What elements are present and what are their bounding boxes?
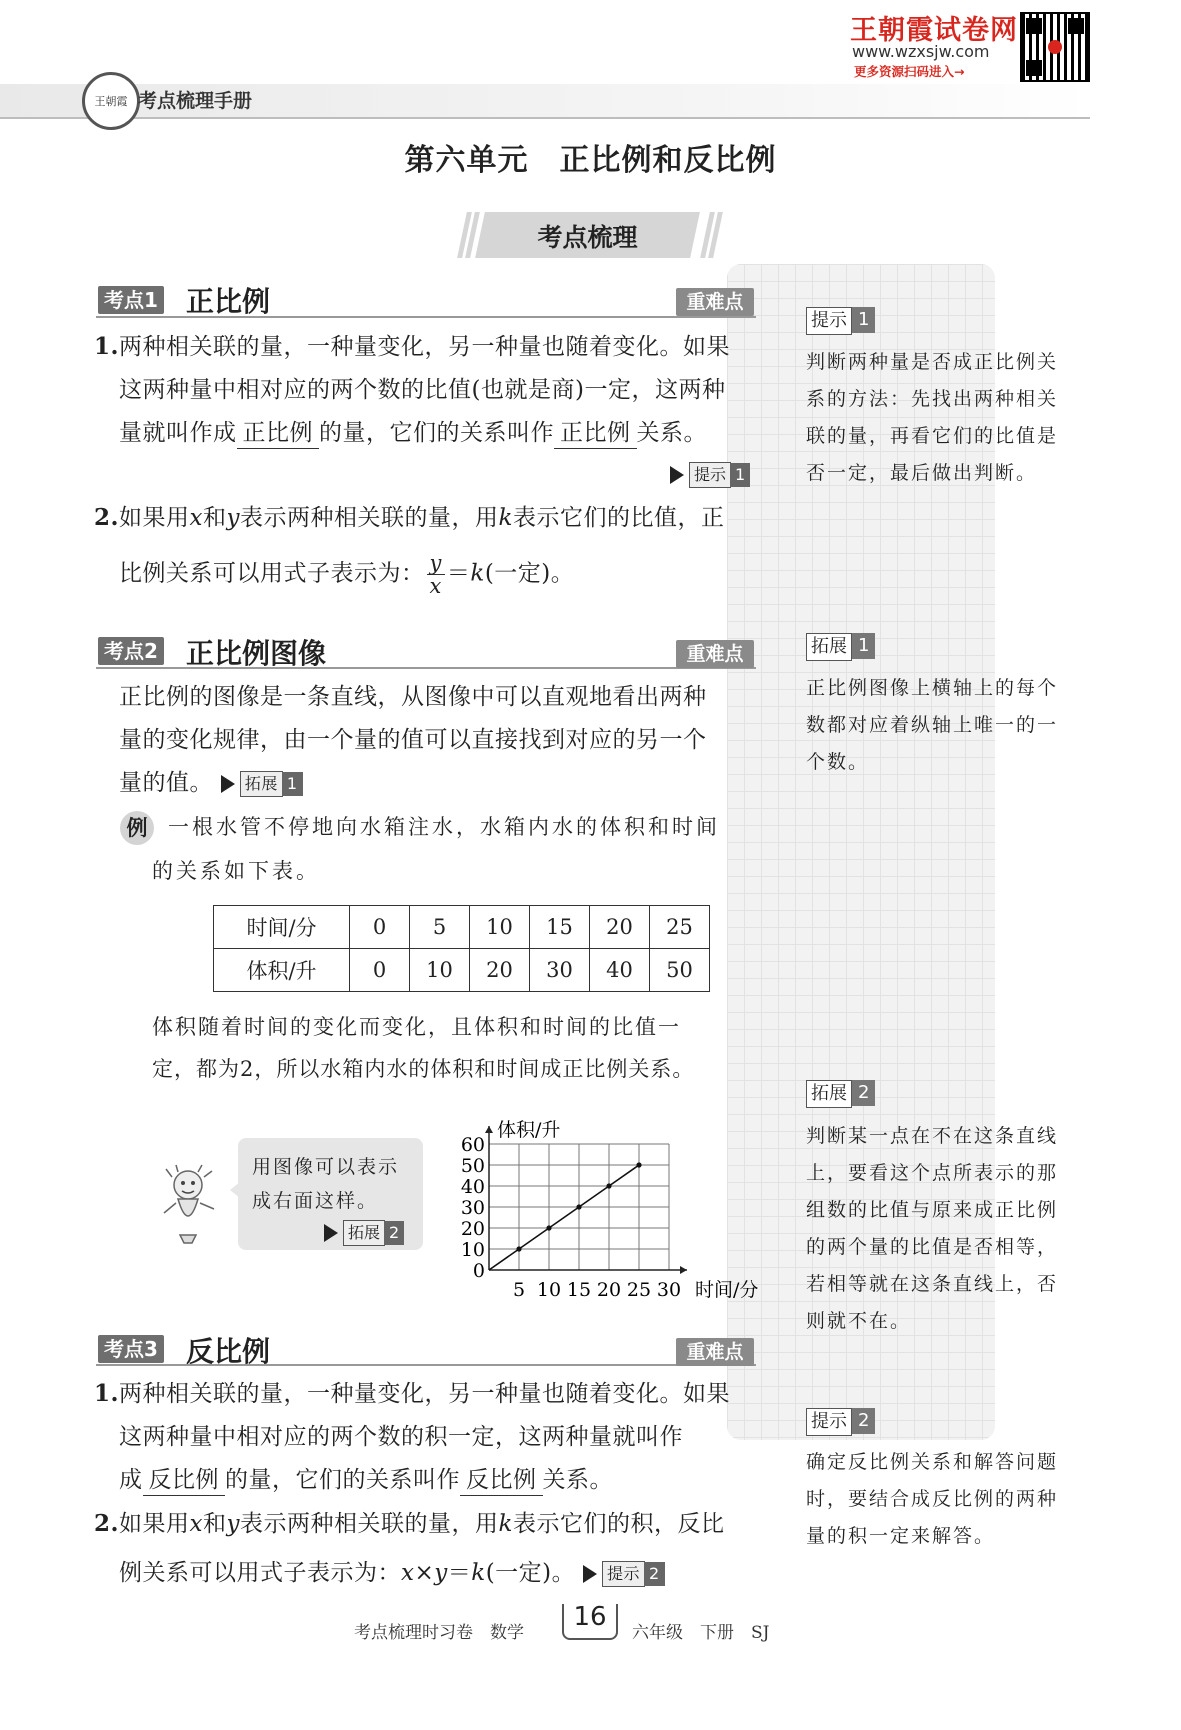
x-axis-arrow [680,1266,687,1274]
section-3-para-1 [94,1372,764,1595]
data-point [636,1162,641,1167]
tag-number: 2 [852,1080,875,1106]
sidebar-ext-1-text: 正比例图像上横轴上的每个数都对应着纵轴上唯一的一个数。 [806,677,1059,773]
var-y: y [434,1560,448,1586]
mascot-icon [158,1163,222,1245]
publisher-logo [82,72,140,130]
text-line: 关系。 [636,420,707,446]
table-cell: 40 [590,949,650,992]
table-cell: 0 [350,906,410,949]
footer-left: 考点梳理时习卷 数学 [354,1623,524,1643]
text-line: 成 [119,1467,143,1493]
tag-number: 1 [852,307,875,333]
bubble-text [252,1150,399,1218]
x-tick-label: 5 [512,1279,526,1301]
example-text-1: 一根水管不停地向水箱注水，水箱内水的体积和时间 [168,815,720,839]
table-cell: 5 [410,906,470,949]
data-point [576,1204,581,1209]
table-cell: 0 [350,949,410,992]
line-chart [455,1098,765,1308]
text-line: 这两种量中相对应的两个数的积一定，这两种量就叫作 [119,1424,683,1450]
answer-blank: 正比例 [237,418,320,449]
text-line: 的量，它们的关系叫作 [225,1467,460,1493]
section-1-para-2 [94,496,764,597]
y-axis-arrow [485,1126,493,1133]
more-resources-link[interactable]: 更多资源扫码进入→ [854,64,965,79]
y-tick-label: 10 [460,1239,485,1261]
section-1-title: 正比例 [186,285,271,318]
reference-number: 2 [644,1562,665,1586]
var-y: y [226,505,240,531]
hint-2-reference[interactable] [583,1561,665,1587]
tag-label: 拓展 [806,1080,852,1108]
table-cell: 30 [530,949,590,992]
y-tick-label: 50 [460,1155,485,1177]
data-point [606,1183,611,1188]
y-tick-label: 60 [460,1134,485,1156]
header-divider [0,117,1090,119]
conclusion-line-1: 体积随着时间的变化而变化，且体积和时间的比值一 [152,1015,681,1039]
section-1-tag: 考点1 [98,286,164,314]
y-tick-label: 40 [460,1176,485,1198]
var-k: k [470,560,485,587]
extension-1-reference[interactable] [221,771,303,797]
bubble-pointer [230,1182,240,1198]
hint-1-reference[interactable] [670,462,750,488]
x-tick-label: 20 [596,1279,622,1301]
series-line [489,1165,639,1270]
table-cell: 50 [650,949,710,992]
tag-number: 1 [852,633,875,659]
play-arrow-icon [583,1565,597,1583]
y-tick-label: 0 [472,1260,485,1282]
sidebar-ext-2-text: 判断某一点在不在这条直线上，要看这个点所表示的那组数的比值与原来成正比例的两个量的比值是否相等，若相等就在这条直线上，否则就不在。 [806,1125,1059,1332]
sidebar-hint-2-text: 确定反比例关系和解答问题时，要结合成反比例的两种量的积一定来解答。 [806,1451,1059,1547]
example-badge: 例 [120,811,154,845]
var-x: x [189,1511,203,1537]
times-sign: × [414,1560,435,1586]
text-line: 量就叫作成 [119,420,237,446]
tag-number: 2 [852,1408,875,1434]
sidebar-hint-1-tag [806,307,875,335]
section-heading: 考点梳理 [537,223,638,252]
text-line: 用图像可以表示 [252,1156,400,1178]
table-cell: 20 [470,949,530,992]
table-cell: 15 [530,906,590,949]
play-arrow-icon [221,775,235,793]
item-number: 1. [94,333,120,360]
answer-blank: 反比例 [143,1465,226,1496]
text-line: 表示两种相关联的量，用 [240,1511,499,1537]
page-number: 16 [573,1602,607,1632]
extension-2-reference[interactable] [324,1220,404,1246]
equals-sign: ＝ [447,1560,472,1586]
logo-text: 王朝霞 [94,95,128,108]
equals-sign: ＝ [446,560,471,587]
answer-blank: 反比例 [460,1465,543,1496]
table-cell: 25 [650,906,710,949]
item-number: 2. [94,1510,120,1537]
reference-label: 提示 [602,1561,645,1587]
text-line: 表示它们的比值，正 [512,505,725,531]
item-number: 1. [94,1380,120,1407]
item-number: 2. [94,504,120,531]
tag-label: 拓展 [806,633,852,661]
y-axis-label: 体积/升 [497,1119,561,1141]
section-2-title: 正比例图像 [186,637,327,670]
text-line: 关系。 [542,1467,613,1493]
example-text-2: 的关系如下表。 [152,859,320,883]
reference-label: 提示 [689,462,731,488]
data-point [516,1246,521,1251]
text-line: (一定)。 [484,560,575,587]
play-arrow-icon [324,1224,338,1242]
text-line: 和 [203,1511,227,1537]
text-line: 表示它们的积，反比 [512,1511,725,1537]
section-2-para [119,676,764,805]
text-line: (一定)。 [485,1560,576,1586]
key-point-badge: 重难点 [676,1338,754,1366]
table-header-cell: 时间/分 [214,906,350,949]
sidebar-hint-2-tag [806,1408,875,1436]
text-line: 表示两种相关联的量，用 [240,505,499,531]
text-line: 如果用 [119,1511,190,1537]
x-tick-label: 10 [536,1279,562,1301]
play-arrow-icon [670,466,684,484]
table-header-cell: 体积/升 [214,949,350,992]
section-2-tag: 考点2 [98,637,164,665]
text-line: 量的变化规律，由一个量的值可以直接找到对应的另一个 [119,727,707,753]
text-line: 这两种量中相对应的两个数的比值(也就是商)一定，这两种 [119,377,726,403]
data-point [546,1225,551,1230]
x-axis-label: 时间/分 [695,1279,759,1301]
brand-url[interactable]: www.wzxsjw.com [852,42,990,61]
table-row [214,949,710,992]
brand-name[interactable]: 王朝霞试卷网 [850,15,1018,46]
reference-number: 1 [730,463,750,487]
section-3-tag: 考点3 [98,1335,164,1363]
tag-label: 提示 [806,1408,852,1436]
text-line: 如果用 [119,505,190,531]
var-x: x [401,1560,415,1586]
var-x: x [189,505,203,531]
x-tick-label: 15 [566,1279,592,1301]
text-line: 和 [203,505,227,531]
reference-number: 2 [384,1221,404,1245]
denominator: x [429,574,442,598]
table-cell: 10 [470,906,530,949]
tag-label: 提示 [806,307,852,335]
sidebar-ext-1-tag [806,633,875,661]
reference-label: 拓展 [240,771,283,797]
conclusion-line-2: 定，都为2，所以水箱内水的体积和时间成正比例关系。 [152,1057,695,1081]
sidebar-hint-1-text: 判断两种量是否成正比例关系的方法：先找出两种相关联的量，再看它们的比值是否一定，最后做出判断。 [806,351,1059,484]
fraction-y-over-x [427,552,445,597]
table-row [214,906,710,949]
x-tick-label: 30 [656,1279,682,1301]
y-tick-label: 20 [460,1218,485,1240]
qr-code-icon[interactable] [1020,12,1090,82]
handbook-title: 考点梳理手册 [138,90,253,112]
answer-blank: 正比例 [554,418,637,449]
text-line: 比例关系可以用式子表示为： [119,560,425,587]
x-tick-label: 25 [626,1279,652,1301]
data-table [213,905,710,992]
text-line: 正比例的图像是一条直线，从图像中可以直观地看出两种 [119,684,707,710]
key-point-badge: 重难点 [676,640,754,668]
reference-label: 拓展 [343,1220,385,1246]
text-line: 例关系可以用式子表示为： [119,1560,401,1586]
var-k: k [498,1511,513,1537]
var-k: k [498,505,513,531]
text-line: 的量，它们的关系叫作 [319,420,554,446]
table-cell: 20 [590,906,650,949]
var-k: k [471,1560,486,1586]
footer-right: 六年级 下册 SJ [632,1623,770,1643]
y-tick-label: 30 [460,1197,485,1219]
section-1-para-1 [94,325,764,455]
text-line: 量的值。 [119,770,213,796]
reference-number: 1 [282,772,303,796]
text-line: 成右面这样。 [252,1190,379,1212]
table-cell: 10 [410,949,470,992]
section-3-title: 反比例 [186,1335,271,1368]
text-line: 两种相关联的量，一种量变化，另一种量也随着变化。如果 [119,1381,731,1407]
text-line: 两种相关联的量，一种量变化，另一种量也随着变化。如果 [119,334,731,360]
sidebar-ext-2-tag [806,1080,875,1108]
var-y: y [226,1511,240,1537]
key-point-badge: 重难点 [676,288,754,316]
unit-title: 第六单元 正比例和反比例 [404,143,777,178]
numerator: y [427,552,445,575]
